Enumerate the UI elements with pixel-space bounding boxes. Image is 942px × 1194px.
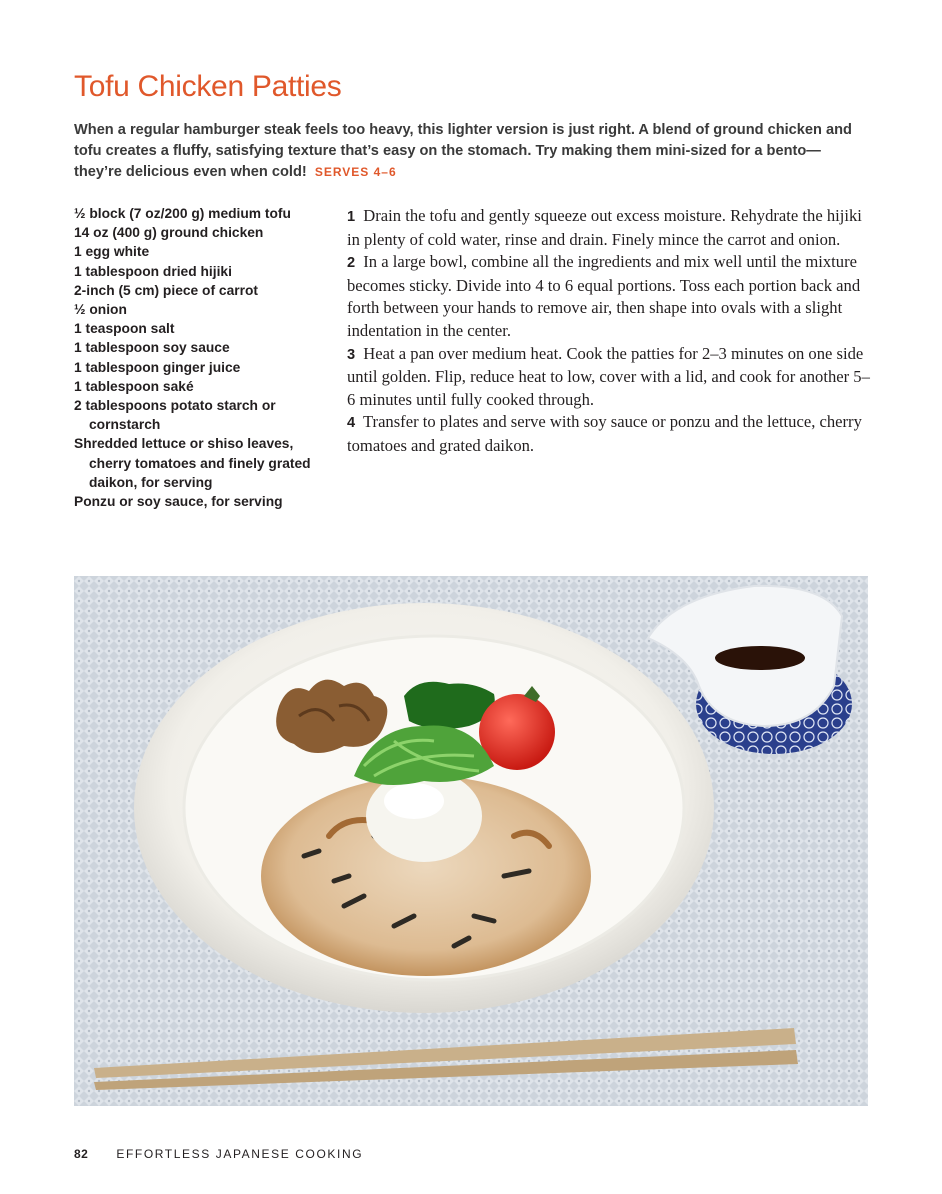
ingredient-item: ½ block (7 oz/200 g) medium tofu — [74, 206, 291, 221]
step-1 — [347, 205, 872, 251]
step-4 — [347, 411, 872, 457]
ingredient-item: 14 oz (400 g) ground chicken — [74, 225, 264, 241]
step-text: Heat a pan over medium heat. Cook the patties for 2–3 minutes on one side until golden. Flip, reduce heat to low, cover with a lid, and cook for another 5–6 minutes until fully cooked through. — [347, 343, 870, 409]
ingredient-item: ½ onion — [74, 302, 127, 318]
step-text: In a large bowl, combine all the ingredients and mix well until the mixture becomes sticky. Divide into 4 to 6 equal portions. Toss each portion back and forth between your hands to remove air, then shape into ovals with a slight indentation in the center. — [347, 252, 861, 340]
step-number: 4 — [347, 415, 356, 432]
serves-label: SERVES 4–6 — [314, 165, 397, 180]
ingredient-item: 1 tablespoon saké — [74, 378, 194, 394]
ingredient-item: Ponzu or soy sauce, for serving — [74, 494, 283, 510]
page-footer — [74, 1147, 363, 1161]
recipe-intro — [74, 120, 864, 184]
step-number: 1 — [347, 209, 356, 225]
photo-illustration — [74, 576, 868, 1106]
ingredient-item: Shredded lettuce or shiso leaves, cherry tomatoes and finely grated daikon, for serving — [74, 436, 311, 490]
ingredient-item: 1 tablespoon soy sauce — [74, 340, 230, 356]
step-number: 3 — [347, 346, 356, 363]
maitake-mushroom — [276, 680, 387, 753]
step-text: Transfer to plates and serve with soy sauce or ponzu and the lettuce, cherry tomatoes and grated daikon. — [347, 412, 862, 455]
step-number: 2 — [347, 255, 356, 272]
ingredients-list — [74, 204, 336, 511]
ingredient-item: 1 egg white — [74, 244, 150, 260]
book-title: EFFORTLESS JAPANESE COOKING — [116, 1147, 364, 1161]
ingredient-item: 1 teaspoon salt — [74, 321, 175, 337]
method-steps — [347, 205, 872, 458]
ingredient-item: 1 tablespoon dried hijiki — [74, 263, 232, 279]
step-text: Drain the tofu and gently squeeze out excess moisture. Rehydrate the hijiki in plenty of cold water, rinse and drain. Finely mince the carrot and onion. — [347, 206, 862, 249]
ingredient-item: 2 tablespoons potato starch or cornstarch — [74, 398, 276, 433]
ingredient-item: 2-inch (5 cm) piece of carrot — [74, 282, 259, 298]
step-3 — [347, 343, 872, 412]
step-2 — [347, 251, 872, 342]
page-number: 82 — [74, 1147, 89, 1161]
ingredient-item: 1 tablespoon ginger juice — [74, 359, 241, 375]
recipe-photo — [74, 576, 868, 1106]
intro-text: When a regular hamburger steak feels too heavy, this lighter version is just right. A blend of ground chicken and tofu creates a fluffy, satisfying texture that’s easy on the stomach. Try making them mini-sized for a bento—they’re delicious even when cold! — [74, 122, 852, 181]
recipe-title: Tofu Chicken Patties — [74, 70, 342, 103]
